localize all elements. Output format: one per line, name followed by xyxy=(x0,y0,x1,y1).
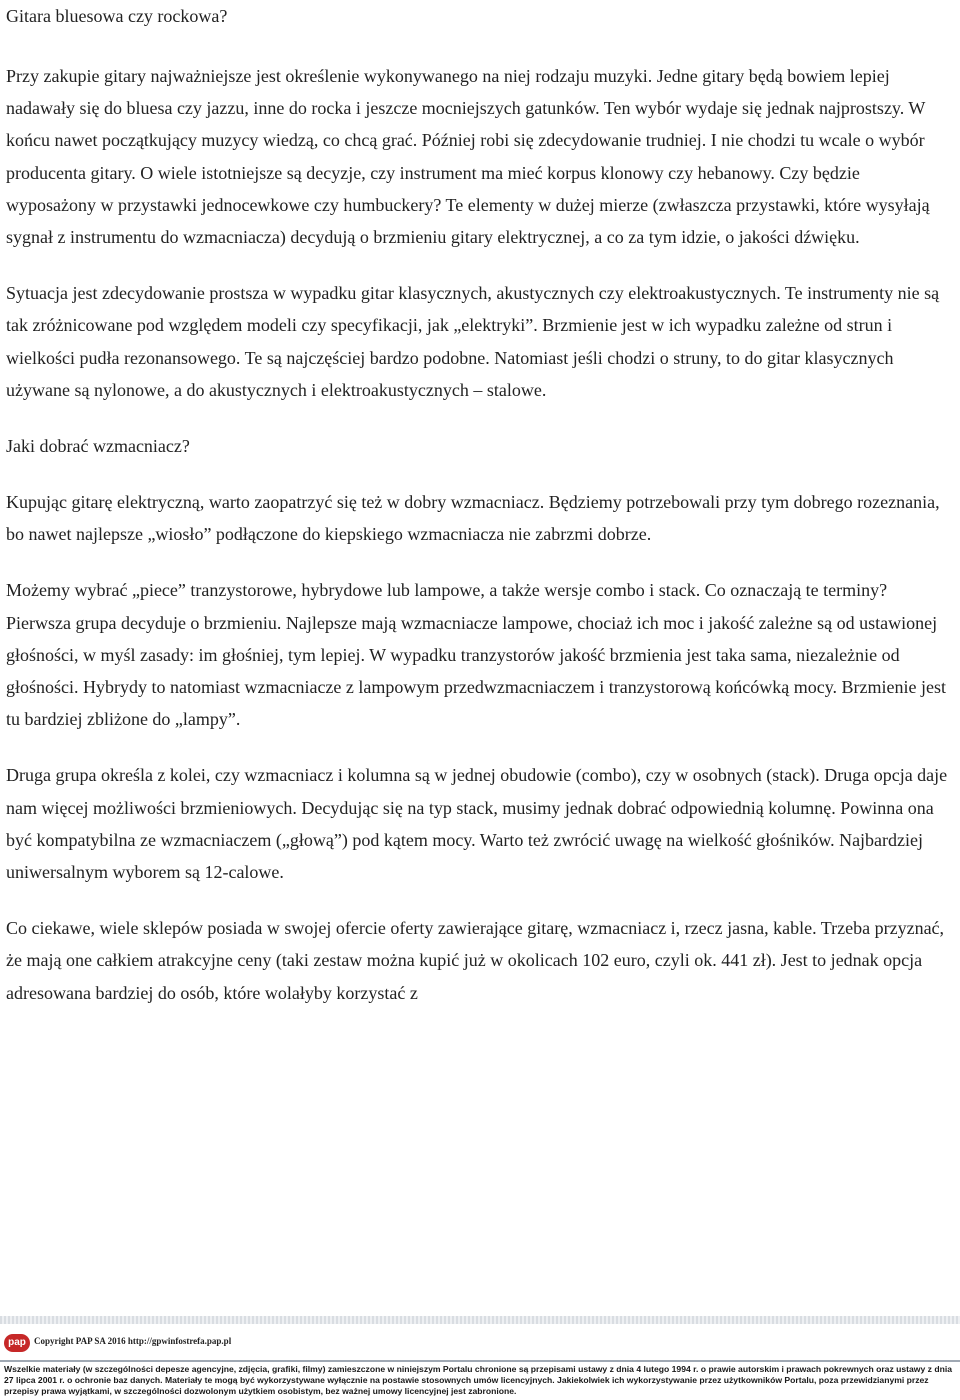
footer-divider xyxy=(0,1360,960,1362)
legal-line: 27 lipca 2001 r. o ochronie baz danych. Materiały te mogą być wykorzystywane wyłącznie na postawie stosownych umów licencyjnych. Jakiekolwiek ich wykorzystywanie przez użytkowników Portalu, poza przewidzianymi przez xyxy=(4,1375,929,1385)
paragraph: Kupując gitarę elektryczną, warto zaopatrzyć się też w dobry wzmacniacz. Będziemy potrzebowali przy tym dobrego rozeznania, bo nawet najlepsze „wiosło” podłączone do kiepskiego wzmacniacza nie zabrzmi dobrze. xyxy=(6,492,940,545)
legal-line: Wszelkie materiały (w szczególności depesze agencyjne, zdjęcia, grafiki, filmy) zamieszczone w niniejszym Portalu chronione są przepisami ustawy z dnia 4 lutego 1994 r. o prawie autorskim i prawach pokrewnych oraz ustawy z dnia xyxy=(4,1364,953,1374)
legal-line: przepisy prawa wyjątkami, w szczególności dozwolonym użytkiem osobistym, bez ważnej umowy licencyjnej jest zabronione. xyxy=(4,1386,517,1396)
legal-notice xyxy=(4,1364,956,1397)
footer-band xyxy=(0,1316,960,1324)
paragraph: Możemy wybrać „piece” tranzystorowe, hybrydowe lub lampowe, a także wersje combo i stack. Co oznaczają te terminy? Pierwsza grupa decyduje o brzmieniu. Najlepsze mają wzmacniacze lampowe, chociaż ich moc i jakość zależne są od ustawionej głośności, w myśl zasady: im głośniej, tym lepiej. W wypadku tranzystorów jakość brzmienia jest taka sama, niezależnie od głośności. Hybrydy to natomiast wzmacniacze z lampowym przedwzmacniaczem i tranzystorową końcówką mocy. Brzmienie jest tu bardziej zbliżone do „lampy”. xyxy=(6,580,947,730)
paragraph: Sytuacja jest zdecydowanie prostsza w wypadku gitar klasycznych, akustycznych czy elektroakustycznych. Te instrumenty nie są tak zróżnicowane pod względem modeli czy specyfikacji, jak „elektryki”. Brzmienie jest w ich wypadku zależne od strun i wielkości pudła rezonansowego. Te są najczęściej bardzo podobne. Natomiast jeśli chodzi o struny, to do gitar klasycznych używane są nylonowe, a do akustycznych i elektroakustycznych – stalowe. xyxy=(6,283,940,400)
document-body xyxy=(6,0,954,1033)
section-heading: Jaki dobrać wzmacniacz? xyxy=(6,436,190,457)
paragraph: Co ciekawe, wiele sklepów posiada w swojej ofercie oferty zawierające gitarę, wzmacniacz i, rzecz jasna, kable. Trzeba przyznać, że mają one całkiem atrakcyjne ceny (taki zestaw można kupić już w okolicach 102 euro, czyli ok. 441 zł). Jest to jednak opcja adresowana bardziej do osób, które wolałyby korzystać z xyxy=(6,918,945,1003)
pap-logo: pap xyxy=(4,1334,30,1352)
paragraph: Druga grupa określa z kolei, czy wzmacniacz i kolumna są w jednej obudowie (combo), czy w osobnych (stack). Druga opcja daje nam więcej możliwości brzmieniowych. Decydując się na typ stack, musimy jednak dobrać odpowiednią kolumnę. Powinna ona być kompatybilna ze wzmacniaczem („głową”) pod kątem mocy. Warto też zwrócić uwagę na wielkość głośników. Najbardziej uniwersalnym wyborem są 12-calowe. xyxy=(6,765,948,883)
page-footer xyxy=(0,1316,960,1400)
paragraph: Przy zakupie gitary najważniejsze jest określenie wykonywanego na niej rodzaju muzyki. Jedne gitary będą bowiem lepiej nadawały się do bluesa czy jazzu, inne do rocka i jeszcze mocniejszych gatunków. Ten wybór wydaje się jednak najprostszy. W końcu nawet początkujący muzycy wiedzą, co chcą grać. Później robi się zdecydowanie trudniej. I nie chodzi tu wcale o wybór producenta gitary. O wiele istotniejsze są decyzje, czy instrument ma mieć korpus klonowy czy hebanowy. Czy będzie wyposażony w przystawki jednocewkowe czy humbuckery? Te elementy w dużej mierze (zwłaszcza przystawki, które wysyłają sygnał z instrumentu do wzmacniacza) decydują o brzmieniu gitary elektrycznej, a co za tym idzie, o jakości dźwięku. xyxy=(6,66,930,248)
copyright-text: Copyright PAP SA 2016 http://gpwinfostrefa.pap.pl xyxy=(34,1336,232,1346)
section-title: Gitara bluesowa czy rockowa? xyxy=(6,6,228,26)
